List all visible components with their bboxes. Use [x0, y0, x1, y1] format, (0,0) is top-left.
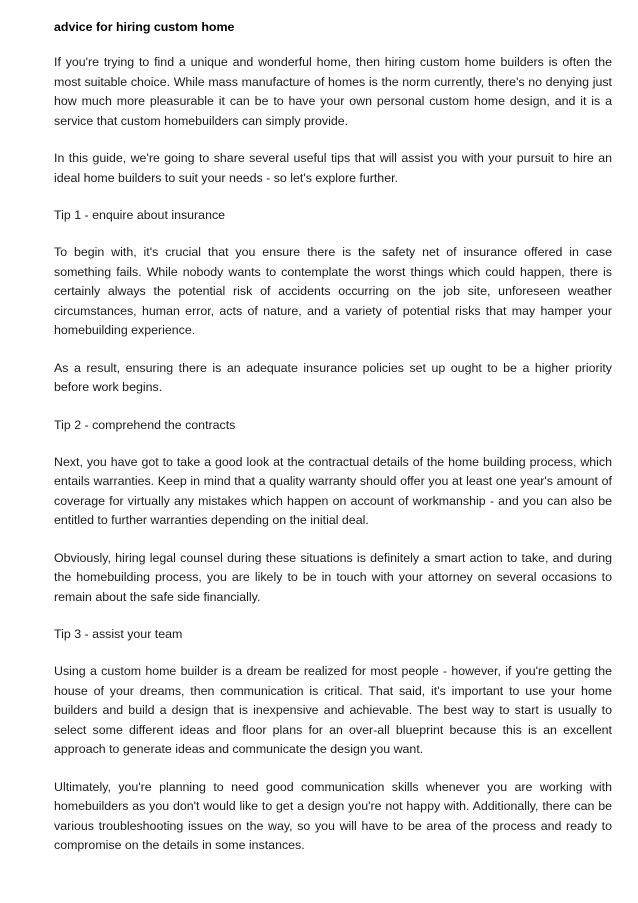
- tip-1-paragraph-2: As a result, ensuring there is an adequate insurance policies set up ought to be a higher priority before work begins.: [54, 360, 612, 394]
- tip-3-paragraph-2: Ultimately, you're planning to need good communication skills whenever you are working with homebuilders as you don't would like to get a design you're not happy with. Additionally, there can be various troubleshooting issues on the way, so you will have to be area of the process and ready to compromise on the details in some instances.: [54, 779, 612, 852]
- tip-1-heading: Tip 1 - enquire about insurance: [54, 208, 226, 222]
- tip-1-paragraph-1: To begin with, it's crucial that you ensure there is the safety net of insurance offered in case something fails. While nobody wants to contemplate the worst things which could happen, there is certainly always the potential risk of accidents occurring on the job site, unforeseen weather circumstances, human error, acts of nature, and a variety of potential risks that may hamper your homebuilding experience.: [54, 245, 612, 337]
- intro-paragraph-2: In this guide, we're going to share several useful tips that will assist you with your pursuit to hire an ideal home builders to suit your needs - so let's explore further.: [54, 151, 612, 185]
- document-title: advice for hiring custom home: [54, 20, 235, 34]
- tip-2-paragraph-1: Next, you have got to take a good look at the contractual details of the home building process, which entails warranties. Keep in mind that a quality warranty should offer you at least one year's amount of coverage for virtually any mistakes which happen on account of workmanship - and you can also be entitled to further warranties depending on the initial deal.: [54, 454, 612, 527]
- document-page: [54, 18, 612, 874]
- tip-2-paragraph-2: Obviously, hiring legal counsel during these situations is definitely a smart action to take, and during the homebuilding process, you are likely to be in touch with your attorney on several occasions to remain about the safe side financially.: [54, 550, 612, 604]
- tip-3-paragraph-1: Using a custom home builder is a dream be realized for most people - however, if you're getting the house of your dreams, then communication is critical. That said, it's important to use your home builders and build a design that is inexpensive and achievable. The best way to start is usually to select some different ideas and floor plans for an over-all blueprint because this is an excellent approach to generate ideas and communicate the design you want.: [54, 664, 612, 756]
- tip-3-heading: Tip 3 - assist your team: [54, 627, 183, 641]
- tip-2-heading: Tip 2 - comprehend the contracts: [54, 417, 236, 432]
- intro-paragraph-1: If you're trying to find a unique and wonderful home, then hiring custom home builders is often the most suitable choice. While mass manufacture of homes is the norm currently, there's no denying just how much more pleasurable it can be to have your own personal custom home design, and it is a service that custom homebuilders can simply provide.: [54, 55, 612, 128]
